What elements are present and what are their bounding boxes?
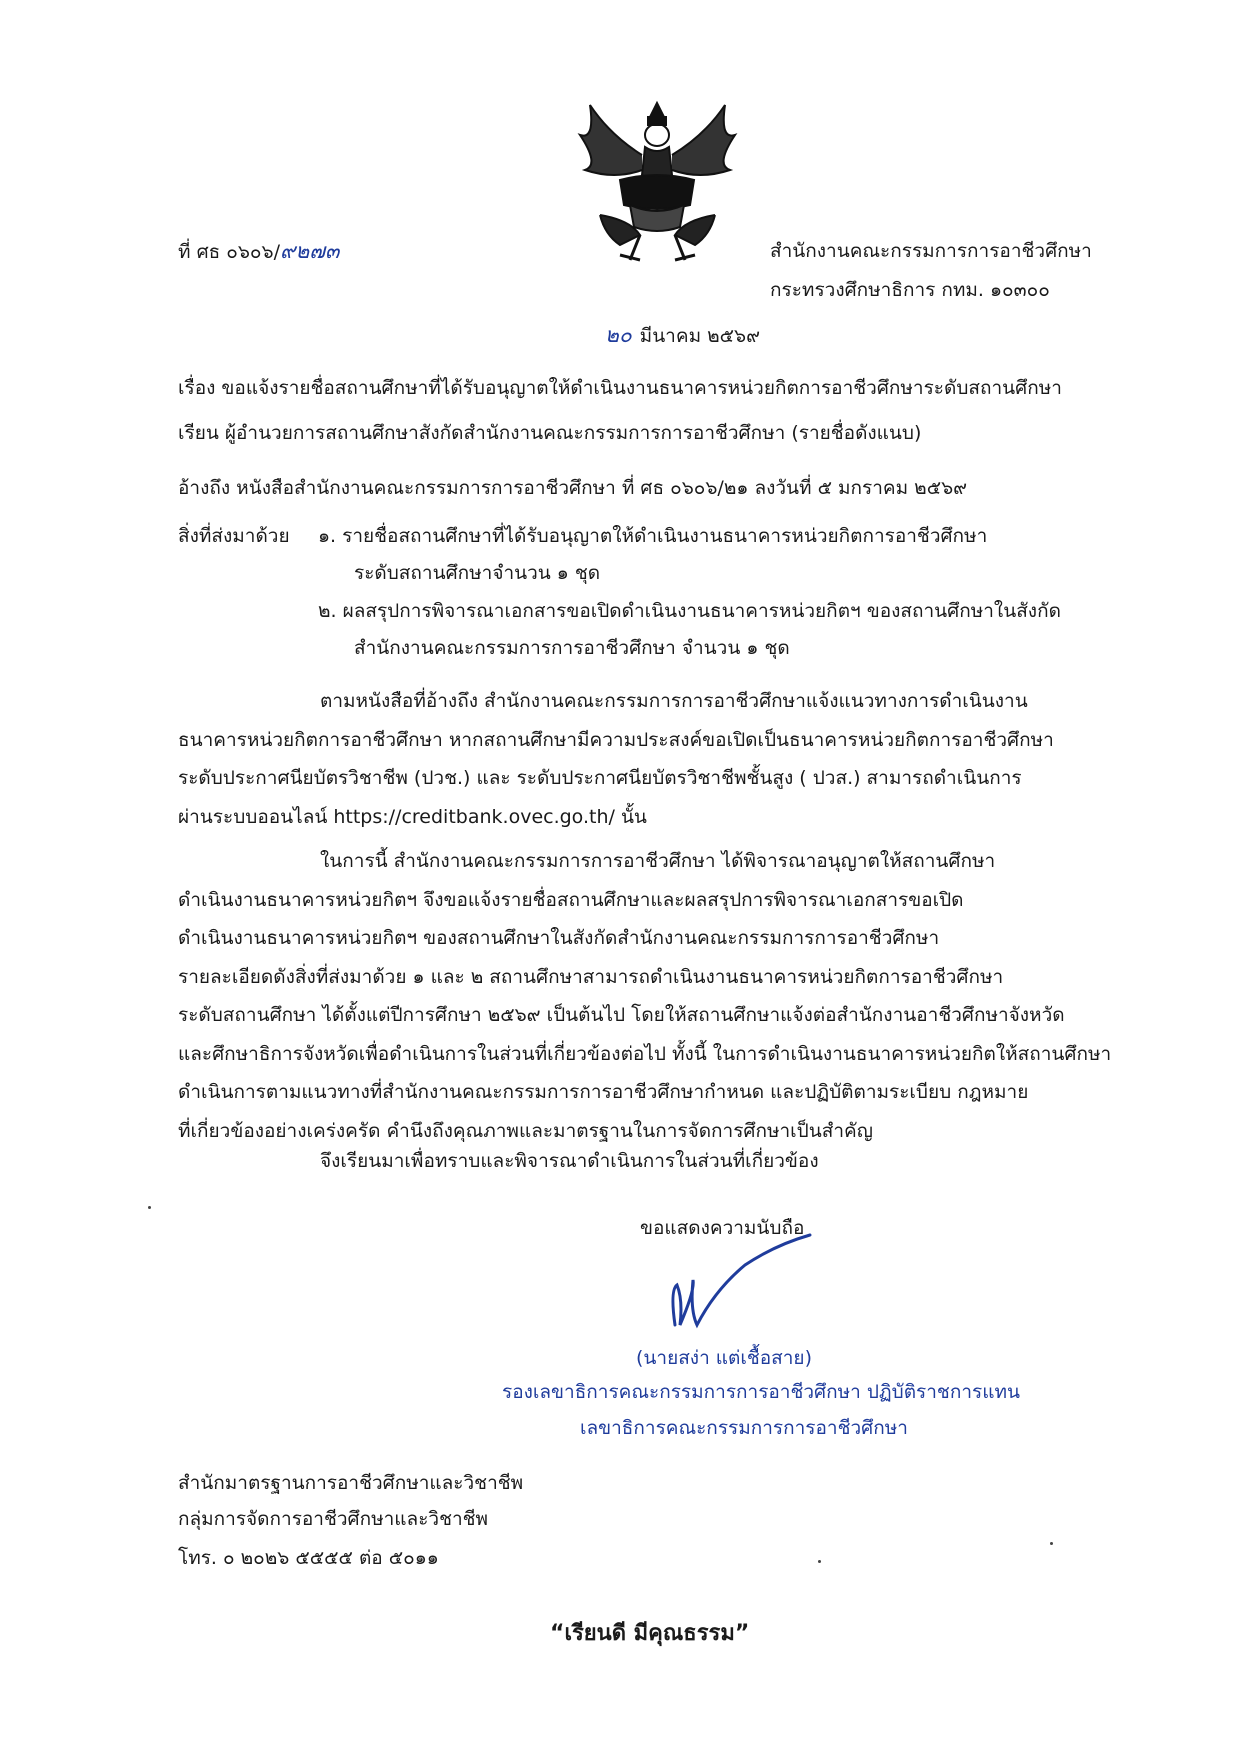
scan-speck [818, 1560, 821, 1563]
regards-line: ขอแสดงความนับถือ [640, 1217, 805, 1239]
signer-position-line-1: รองเลขาธิการคณะกรรมการการอาชีวศึกษา ปฏิบัติราชการแทน [502, 1381, 1020, 1403]
closing-line: จึงเรียนมาเพื่อทราบและพิจารณาดำเนินการในส่วนที่เกี่ยวข้อง [320, 1150, 819, 1172]
enclosure-1-line-2: ระดับสถานศึกษาจำนวน ๑ ชุด [354, 562, 601, 584]
footer-division: กลุ่มการจัดการอาชีวศึกษาและวิชาชีพ [178, 1508, 489, 1530]
body-paragraph-2 [178, 842, 1122, 1150]
footer-phone: โทร. ๐ ๒๐๒๖ ๕๕๕๕ ต่อ ๕๐๑๑ [178, 1547, 439, 1569]
footer-department: สำนักมาตรฐานการอาชีวศึกษาและวิชาชีพ [178, 1472, 524, 1494]
signer-position-line-2: เลขาธิการคณะกรรมการการอาชีวศึกษา [580, 1417, 908, 1439]
scan-speck [148, 1206, 151, 1209]
reference-line: อ้างถึง หนังสือสำนักงานคณะกรรมการการอาชีวศึกษา ที่ ศธ ๐๖๐๖/๒๑ ลงวันที่ ๕ มกราคม ๒๕๖๙ [178, 477, 968, 499]
handwritten-signature-icon [655, 1230, 825, 1340]
paragraph-line: ในการนี้ สำนักงานคณะกรรมการการอาชีวศึกษา ได้พิจารณาอนุญาตให้สถานศึกษา [320, 850, 996, 872]
subject-line: เรื่อง ขอแจ้งรายชื่อสถานศึกษาที่ได้รับอนุญาตให้ดำเนินงานธนาคารหน่วยกิตการอาชีวศึกษาระดับสถานศึกษา [178, 377, 1062, 399]
paragraph-line: ดำเนินงานธนาคารหน่วยกิตฯ ของสถานศึกษาในสังกัดสำนักงานคณะกรรมการการอาชีวศึกษา [178, 927, 940, 949]
handwritten-date-day: ๒๐ [605, 323, 632, 347]
paragraph-line: ระดับสถานศึกษา ได้ตั้งแต่ปีการศึกษา ๒๕๖๙ เป็นต้นไป โดยให้สถานศึกษาแจ้งต่อสำนักงานอาชีวศึกษาจังหวัด [178, 1004, 1065, 1026]
paragraph-line: รายละเอียดดังสิ่งที่ส่งมาด้วย ๑ และ ๒ สถานศึกษาสามารถดำเนินงานธนาคารหน่วยกิตการอาชีวศึกษา [178, 965, 1004, 988]
addressee-line: เรียน ผู้อำนวยการสถานศึกษาสังกัดสำนักงานคณะกรรมการการอาชีวศึกษา (รายชื่อดังแนบ) [178, 422, 922, 444]
signer-name: (นายสง่า แต่เชื้อสาย) [636, 1347, 812, 1369]
paragraph-line: ที่เกี่ยวข้องอย่างเคร่งครัด คำนึงถึงคุณภาพและมาตรฐานในการจัดการศึกษาเป็นสำคัญ [178, 1119, 873, 1142]
garuda-emblem-icon [560, 95, 755, 265]
scan-speck [1050, 1542, 1053, 1545]
paragraph-line: ดำเนินงานธนาคารหน่วยกิตฯ จึงขอแจ้งรายชื่อสถานศึกษาและผลสรุปการพิจารณาเอกสารขอเปิด [178, 888, 964, 911]
paragraph-line: ดำเนินการตามแนวทางที่สำนักงานคณะกรรมการการอาชีวศึกษากำหนด และปฏิบัติตามระเบียบ กฎหมาย [178, 1081, 1029, 1103]
enclosure-2-line-1: ๒. ผลสรุปการพิจารณาเอกสารขอเปิดดำเนินงานธนาคารหน่วยกิตฯ ของสถานศึกษาในสังกัด [318, 600, 1061, 622]
letter-date: ๒๐ มีนาคม ๒๕๖๙ [605, 323, 761, 347]
enclosure-2-line-2: สำนักงานคณะกรรมการการอาชีวศึกษา จำนวน ๑ ชุด [354, 637, 790, 659]
paragraph-line: ธนาคารหน่วยกิตการอาชีวศึกษา หากสถานศึกษามีความประสงค์ขอเปิดเป็นธนาคารหน่วยกิตการอาชีวศึกษา [178, 728, 1054, 751]
motto: “เรียนดี มีคุณธรรม” [550, 1621, 750, 1646]
body-paragraph-1 [178, 682, 1122, 836]
agency-address: กระทรวงศึกษาธิการ กทม. ๑๐๓๐๐ [770, 279, 1050, 301]
enclosures-label: สิ่งที่ส่งมาด้วย [178, 525, 290, 547]
paragraph-line: ผ่านระบบออนไลน์ https://creditbank.ovec.go.th/ นั้น [178, 805, 647, 828]
enclosure-1-line-1: ๑. รายชื่อสถานศึกษาที่ได้รับอนุญาตให้ดำเนินงานธนาคารหน่วยกิตการอาชีวศึกษา [318, 525, 988, 547]
paragraph-line: ตามหนังสือที่อ้างถึง สำนักงานคณะกรรมการการอาชีวศึกษาแจ้งแนวทางการดำเนินงาน [320, 690, 1028, 712]
paragraph-line: และศึกษาธิการจังหวัดเพื่อดำเนินการในส่วนที่เกี่ยวข้องต่อไป ทั้งนี้ ในการดำเนินงานธนาคารหน่วยกิตให้สถานศึกษา [178, 1042, 1112, 1065]
agency-name: สำนักงานคณะกรรมการการอาชีวศึกษา [770, 240, 1092, 262]
reference-number: ที่ ศธ ๐๖๐๖/๙๒๗๓ [178, 239, 340, 263]
paragraph-line: ระดับประกาศนียบัตรวิชาชีพ (ปวช.) และ ระดับประกาศนียบัตรวิชาชีพชั้นสูง ( ปวส.) สามารถดำเนินการ [178, 767, 1022, 789]
handwritten-ref-number: ๙๒๗๓ [279, 239, 340, 263]
